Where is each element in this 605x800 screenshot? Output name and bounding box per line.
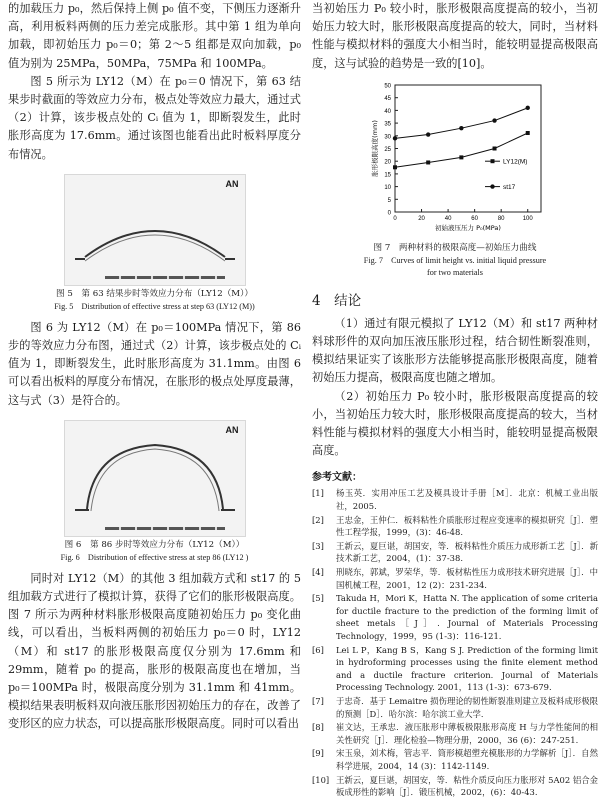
figure-5	[64, 174, 246, 286]
data-point	[459, 155, 463, 159]
reference-number: [4]	[312, 567, 324, 577]
data-point	[393, 165, 397, 169]
reference-item	[312, 774, 598, 799]
legend-label: LY12(M)	[503, 158, 528, 166]
fig5-caption-en: Fig. 5 Distribution of effective stress at step 63 (LY12 (M))	[54, 301, 255, 311]
reference-number: [8]	[312, 722, 324, 733]
para-simulation-results: 同时对 LY12（M）的其他 3 组加载方式和 st17 的 5 组加载方式进行了模拟计算，获得了它们的胀形极限高度。图 7 所示为两种材料胀形极限高度随初始压力 p₀ 变化曲线，可以看出，当板料两侧的初始压力 p₀＝0 时，LY12（M）和 st17 的胀形极限高度仅分别为 17.6mm 和 29mm，随着 p₀ 的提高，胀形的极限高度也在增加，当 p₀＝100MPa 时，极限高度分别为 31.1mm 和 41mm。模拟结果表明板料双向液压胀形因初始压力的存在，改善了变形区的应力状态，可以提高胀形极限高度。同时可以看出	[8, 571, 301, 731]
reference-number: [2]	[312, 514, 324, 525]
fig5-dome-plot	[65, 175, 245, 285]
reference-text: 王新云，夏巨谌，胡国安，等．粘性介质反向压力胀形对 5A02 铝合金板成形性的影响［J］．锻压机械，2002，(6)：40-43.	[336, 774, 598, 798]
data-point	[526, 105, 530, 109]
fig7-caption-en-2: for two materials	[427, 267, 483, 277]
fig6-color-scale	[105, 527, 225, 530]
figure-6	[64, 420, 246, 537]
reference-number: [3]	[312, 540, 324, 551]
reference-text: 刑晓东，郭斌，罗荣华，等．板材粘性压力成形技术研究进展［J］．中国机械工程，2001，12 (2)：231-234.	[336, 567, 598, 590]
para-trend: 当初始压力 P₀ 较小时，胀形极限高度提高的较小，当初始压力较大时，胀形极限高度提高的较大，同时，当材料性能与模拟材料的强度大小相当时，能较明显提高极限高度，这与试验的趋势是一致的[10]。	[312, 2, 598, 70]
y-tick-label: 10	[384, 184, 391, 191]
x-tick-label: 80	[497, 215, 505, 222]
y-tick-label: 35	[384, 121, 391, 128]
data-point	[526, 131, 530, 135]
reference-text: 宋玉泉，刘术梅，管志平．筒形模超塑充模胀形的力学解析［J］．自然科学进展，2004，14 (3)：1142-1149.	[336, 748, 598, 771]
y-tick-label: 15	[384, 172, 391, 179]
x-tick-label: 60	[471, 215, 478, 222]
reference-item	[312, 721, 598, 746]
reference-item	[312, 566, 598, 591]
conclusion-2: （2）初始压力 P₀ 较小时，胀形极限高度提高的较小，当初始压力较大时，胀形极限高度提高的较大，当材料性能与模拟材料的强度大小相当时，能较明显提高极限高度。	[312, 389, 598, 458]
y-tick-label: 25	[384, 146, 391, 153]
legend-marker	[491, 159, 495, 163]
fig6-an-logo: AN	[225, 424, 239, 435]
fig6-dome-plot	[65, 421, 245, 536]
reference-text: 杨玉英．实用冲压工艺及模具设计手册［M］．北京：机械工业出版社，2005.	[336, 488, 598, 512]
reference-item	[312, 487, 598, 512]
reference-text: Lei L P，Kang B S，Kang S J. Prediction of the forming limit in hydroforming processes using the finite element method and a ductile fracture criterion. Journal of Materials Processing Technology. 2001，113 (1-3)：673-679.	[336, 644, 598, 693]
reference-text: 王忠金，王仲仁．板料粘性介质胀形过程应变速率的模拟研究［J］．塑性工程学报，1999，(3)：46-48.	[336, 514, 598, 538]
plot-frame	[395, 85, 541, 212]
para-loading: 的加载压力 p₀，然后保持上侧 p₀ 值不变，下侧压力逐渐升高，利用板料两侧的压力差完成胀形。其中第 1 组为单向加载，即初始压力 p₀＝0；第 2～5 组都是双向加载，p₀ 值为别为 25MPa，50MPa，75MPa 和 100MPa。	[8, 2, 301, 70]
reference-item	[312, 592, 598, 642]
fig5-caption-cn: 图 5 第 63 结果步时等效应力分布（LY12（M））	[56, 288, 253, 299]
section-title-conclusion: 4 结论	[312, 292, 362, 309]
data-point	[393, 136, 397, 140]
y-tick-label: 30	[384, 134, 391, 141]
reference-item	[312, 644, 598, 694]
y-tick-label: 0	[387, 210, 391, 217]
reference-item	[312, 747, 598, 772]
y-tick-label: 20	[384, 159, 391, 166]
para-fig6-desc: 图 6 为 LY12（M）在 p₀＝100MPa 情况下，第 86 步的等效应力分布图，通过式（2）计算，该步极点处的 Cᵢ 值为 1，即断裂发生，此时胀形高度为 31.1mm。由图 6 可以看出板料的厚度分布情况，在胀形的极点处厚度最薄，这与式（3）是符合的。	[8, 320, 301, 407]
fig5-color-scale	[105, 276, 225, 279]
y-tick-label: 45	[384, 96, 391, 103]
y-tick-label: 5	[387, 197, 391, 204]
x-tick-label: 20	[418, 215, 425, 222]
series-line-2	[395, 108, 528, 138]
x-axis-label: 初始液压压力 P₀(MPa)	[435, 223, 501, 232]
data-point	[426, 132, 430, 136]
fig5-an-logo: AN	[225, 178, 239, 189]
fig6-caption-cn: 图 6 第 86 步时等效应力分布（LY12（M））	[64, 539, 245, 550]
y-tick-label: 50	[384, 83, 391, 90]
reference-number: [6]	[312, 644, 324, 655]
data-point	[492, 118, 496, 122]
right-column	[312, 0, 598, 800]
reference-item	[312, 514, 598, 539]
reference-text: 王新云，夏巨谌，胡国安，等．板料粘性介质压力成形新工艺［J］．新技术新工艺，2004，(1)：37-38.	[336, 540, 598, 564]
fig7-caption-en-1: Fig. 7 Curves of limit height vs. initial liquid pressure	[363, 255, 547, 265]
reference-text: Takuda H，Mori K，Hatta N. The application of some criteria for ductile fracture to the prediction of the forming limit of sheet metals［J］. Journal of Materials Processing Technology，1999，95 (1-3)：116-121.	[336, 593, 598, 641]
figure-7-chart	[335, 77, 575, 242]
data-point	[493, 146, 497, 150]
references-title: 参考文献：	[312, 472, 362, 484]
x-tick-label: 100	[522, 215, 533, 222]
reference-number: [7]	[312, 695, 324, 706]
para-fig5-desc: 图 5 所示为 LY12（M）在 p₀＝0 情况下，第 63 结果步时截面的等效应力分布，极点处等效应力最大，通过式（2）计算，该步极点处的 Cᵢ 值为 1，即断裂发生，此时胀形高度为 17.6mm。通过该图也能看出此时板料厚度分布情况。	[8, 74, 301, 161]
fig7-caption-cn: 图 7 两种材料的极限高度—初始压力曲线	[373, 242, 537, 253]
y-tick-label: 40	[384, 108, 391, 115]
conclusion-1: （1）通过有限元模拟了 LY12（M）和 st17 两种材料球形件的双向加压液压胀形过程，结合韧性断裂准则，模拟结果证实了该胀形方法能够提高胀形极限高度，随着初始压力提高，极限高度也随之增加。	[312, 316, 598, 385]
reference-number: [10]	[312, 774, 330, 785]
x-tick-label: 0	[393, 215, 397, 222]
reference-text: 于忠奇．基于 Lemaitre 损伤理论的韧性断裂准则建立及板料成形极限的预测［D］．哈尔滨：哈尔滨工业大学．	[336, 695, 598, 719]
reference-number: [5]	[312, 593, 324, 604]
legend-marker	[490, 184, 494, 188]
left-column	[8, 0, 301, 734]
data-point	[459, 126, 463, 130]
reference-number: [1]	[312, 488, 324, 499]
reference-text: 崔文达，王承忠．液压胀形中薄板极限胀形高度 H 与力学性能间的相关性研究［J］．理化检验—物理分册，2000，36 (6)：247-251.	[336, 722, 598, 745]
fig6-caption-en: Fig. 6 Distribution of effective stress at step 86 (LY12 )	[60, 552, 249, 562]
data-point	[426, 160, 430, 164]
references-list	[312, 487, 598, 798]
y-axis-label: 胀形极限高度(mm)	[371, 119, 379, 177]
reference-item	[312, 540, 598, 565]
reference-number: [9]	[312, 748, 324, 759]
x-tick-label: 40	[444, 215, 452, 222]
legend-label: st17	[503, 183, 516, 191]
reference-item	[312, 695, 598, 720]
